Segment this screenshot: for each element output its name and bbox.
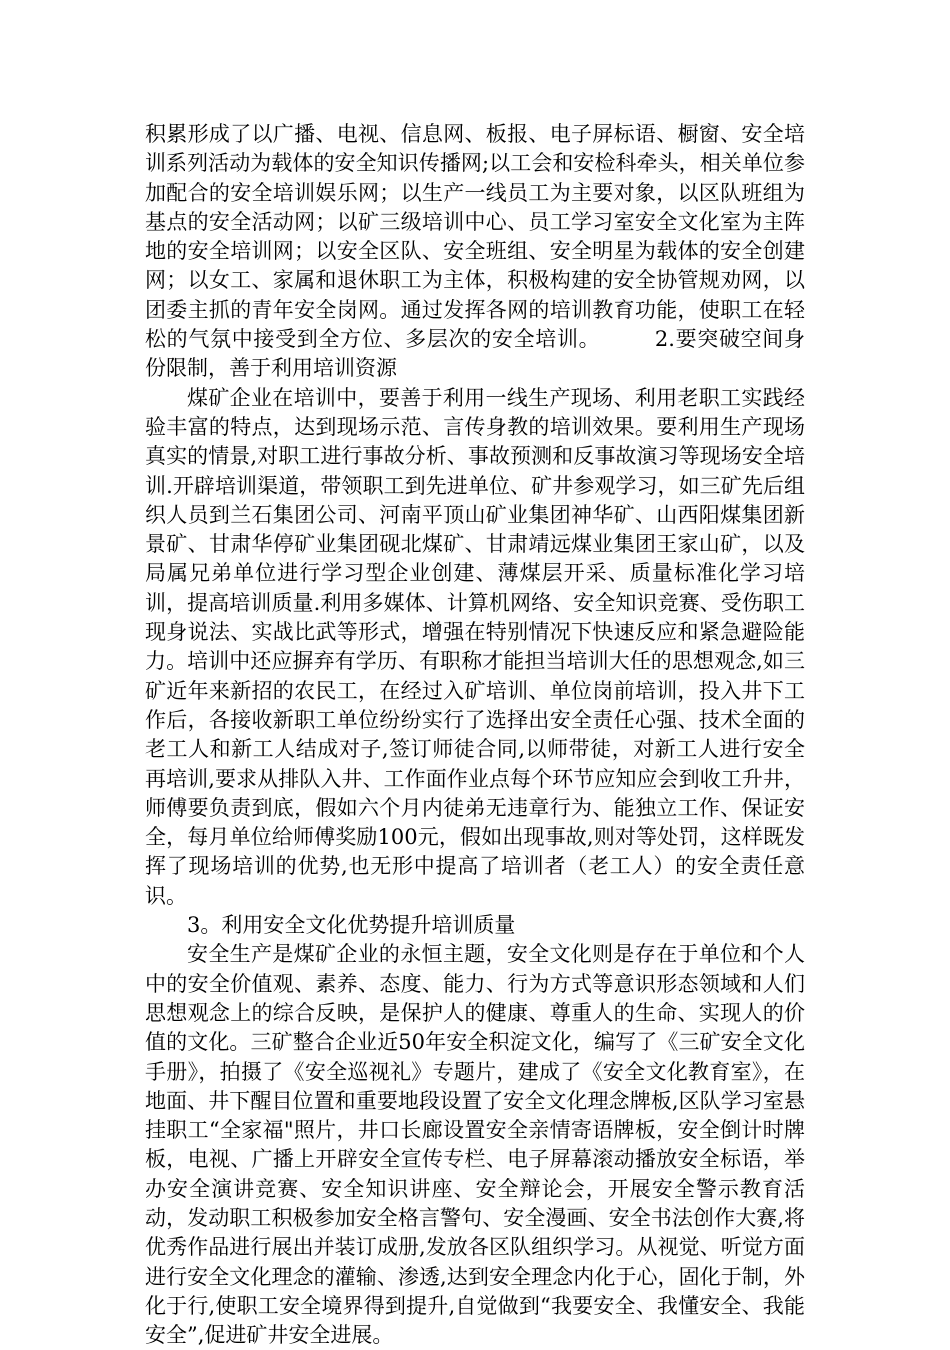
section-heading-safety-culture: 3。利用安全文化优势提升培训质量 [187, 913, 516, 938]
paragraph-safety-culture: 安全生产是煤矿企业的永恒主题，安全文化则是存在于单位和个人中的安全价值观、素养、态度、能力、行为方式等意识形态领域和人们思想观念上的综合反映，是保护人的健康、尊重人的生命、实现人的价值的文化。三矿整合企业近50年安全积淀文化，编写了《三矿安全文化手册》，拍摄了《安全巡视礼》专题片，建成了《安全文化教育室》，在地面、井下醒目位置和重要地段设置了安全文化理念牌板,区队学习室悬挂职工“全家福"照片，井口长廊设置安全亲情寄语牌板，安全倒计时牌板，电视、广播上开辟安全宣传专栏、电子屏幕滚动播放安全标语，举办安全演讲竞赛、安全知识讲座、安全辩论会，开展安全警示教育活动，发动职工积极参加安全格言警句、安全漫画、安全书法创作大赛,将优秀作品进行展出并装订成册,发放各区队组织学习。从视觉、听觉方面进行安全文化理念的灌输、渗透,达到安全理念内化于心，固化于制，外化于行,使职工安全境界得到提升,自觉做到“我要安全、我懂安全、我能安全”,促进矿井安全进展。 [145, 942, 805, 1348]
body-text [145, 120, 805, 1350]
paragraph-onsite-training: 煤矿企业在培训中，要善于利用一线生产现场、利用老职工实践经验丰富的特点，达到现场示范、言传身教的培训效果。要利用生产现场真实的情景,对职工进行事故分析、事故预测和反事故演习等现场安全培训.开辟培训渠道，带领职工到先进单位、矿井参观学习，如三矿先后组织人员到兰石集团公司、河南平顶山矿业集团神华矿、山西阳煤集团新景矿、甘肃华停矿业集团砚北煤矿、甘肃靖远煤业集团王家山矿，以及局属兄弟单位进行学习型企业创建、薄煤层开采、质量标准化学习培训，提高培训质量.利用多媒体、计算机网络、安全知识竞赛、受伤职工现身说法、实战比武等形式，增强在特别情况下快速反应和紧急避险能力。培训中还应摒弃有学历、有职称才能担当培训大任的思想观念,如三矿近年来新招的农民工，在经过入矿培训、单位岗前培训，投入井下工作后，各接收新职工单位纷纷实行了选择出安全责任心强、技术全面的老工人和新工人结成对子,签订师徒合同,以师带徒，对新工人进行安全再培训,要求从排队入井、工作面作业点每个环节应知应会到收工升井，师傅要负责到底，假如六个月内徒弟无违章行为、能独立工作、保证安全，每月单位给师傅奖励100元，假如出现事故,则对等处罚，这样既发挥了现场培训的优势,也无形中提高了培训者（老工人）的安全责任意识。 [145, 385, 805, 908]
paragraph-training-networks: 积累形成了以广播、电视、信息网、板报、电子屏标语、橱窗、安全培训系列活动为载体的安全知识传播网;以工会和安检科牵头，相关单位参加配合的安全培训娱乐网；以生产一线员工为主要对象，以区队班组为基点的安全活动网；以矿三级培训中心、员工学习室安全文化室为主阵地的安全培训网；以安全区队、安全班组、安全明星为载体的安全创建网；以女工、家属和退休职工为主体，积极构建的安全协管规劝网，以团委主抓的青年安全岗网。通过发挥各网的培训教育功能，使职工在轻松的气氛中接受到全方位、多层次的安全培训。 2.要突破空间身份限制，善于利用培训资源 [145, 122, 805, 381]
